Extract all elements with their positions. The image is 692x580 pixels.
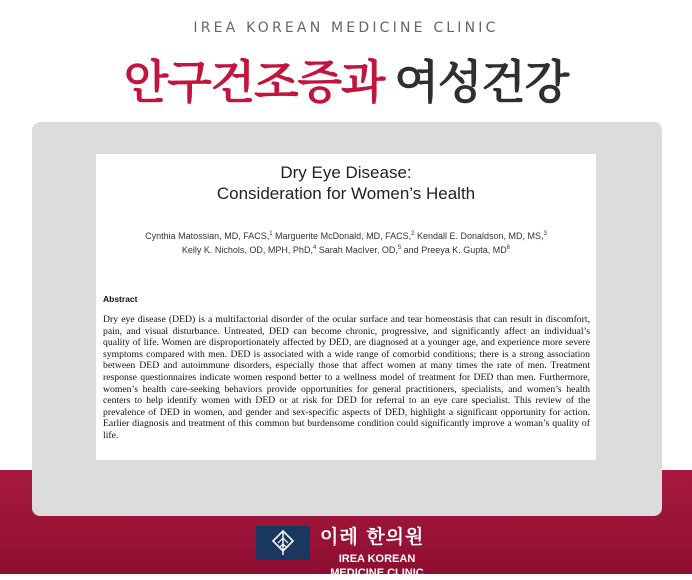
paper-excerpt — [96, 154, 596, 460]
leaf-logo-icon — [270, 529, 296, 557]
author-name: Sarah MacIver, OD, — [316, 245, 398, 255]
abstract-heading: Abstract — [103, 294, 138, 304]
clinic-name-english: IREA KOREAN MEDICINE CLINIC — [330, 553, 424, 579]
headline-red-part: 안구건조증과 — [123, 55, 385, 109]
paper-title — [96, 162, 596, 204]
paper-authors — [106, 228, 586, 256]
headline-dark-part: 여성건강 — [394, 55, 569, 109]
author-affiliation: 3 — [543, 231, 547, 237]
clinic-logo — [256, 526, 310, 560]
author-affiliation: 6 — [506, 245, 511, 251]
author-name: Marguerite McDonald, MD, FACS, — [272, 231, 412, 241]
author-affiliation: 1 — [269, 231, 273, 237]
author-name: Cynthia Matossian, MD, FACS, — [145, 231, 270, 241]
authors-line1 — [106, 228, 586, 242]
author-name: and Preeya K. Gupta, MD — [401, 245, 507, 255]
author-affiliation: 2 — [411, 231, 415, 237]
clinic-tagline: IREA KOREAN MEDICINE CLINIC — [193, 20, 499, 36]
page-headline — [0, 46, 692, 112]
abstract-text: Dry eye disease (DED) is a multifactorial disorder of the ocular surface and tear homeostasis that can result in discomfort, pain, and visual disturbance. Untreated, DED can become chronic, progressive, and significantly affect an individual’s quality of life. Women are disproportionately affected by DED, are diagnosed at a younger age, and experience more severe symptoms compared with men. DED is associated with a wide range of comorbid conditions; there is a strong association between DED and autoimmune disorders, especially those that affect women at many times the rate of men. Treatment response questionnaires indicate women respond better to a wellness model of treatment for DED than men. Furthermore, women’s health care-seeking behaviors provide opportunities for general practitioners, specialists, and women’s health centers to help identify women with DED or at risk for DED for referral to an eye care specialist. This review of the prevalence of DED in women, and gender and sex-specific aspects of DED, highlight a significant opportunity for action. Earlier diagnosis and treatment of this common but burdensome condition could significantly improve a woman’s quality of life. — [103, 314, 590, 441]
author-name: Kelly K. Nichols, OD, MPH, PhD, — [181, 245, 313, 255]
paper-title-line2: Consideration for Women’s Health — [216, 184, 476, 203]
author-affiliation: 5 — [397, 245, 402, 251]
clinic-name-korean: 이레 한의원 — [320, 526, 425, 548]
authors-line2 — [106, 242, 586, 256]
paper-title-line1: Dry Eye Disease: — [280, 163, 412, 182]
author-affiliation: 4 — [312, 245, 317, 251]
author-name: Kendall E. Donaldson, MD, MS, — [414, 231, 544, 241]
